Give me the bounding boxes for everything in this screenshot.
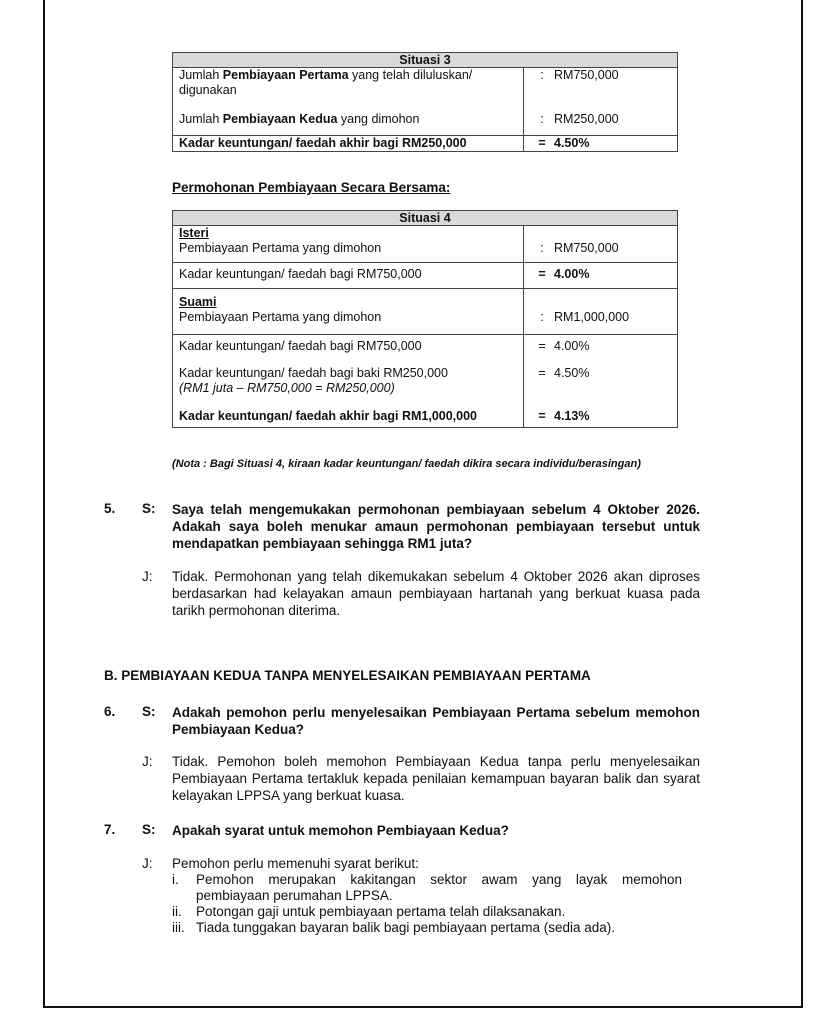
suami-row1-value: : RM1,000,000 [524, 289, 678, 335]
isteri-row2-value: = 4.00% [524, 263, 678, 289]
isteri-row1-label: Pembiayaan Pertama yang dimohon [179, 241, 382, 255]
suami-block [173, 289, 524, 335]
joint-application-heading: Permohonan Pembiayaan Secara Bersama: [172, 180, 451, 195]
isteri-row2-label: Kadar keuntungan/ faedah bagi RM750,000 [173, 263, 524, 289]
list-item: i. Pemohon merupakan kakitangan sektor awam yang layak memohon pembiayaan perumahan LPPSA. [172, 872, 682, 903]
list-item: ii. Potongan gaji untuk pembiayaan pertama telah dilaksanakan. [172, 904, 566, 919]
suami-row1-label: Pembiayaan Pertama yang dimohon [179, 310, 382, 324]
suami-row3-note: (RM1 juta – RM750,000 = RM250,000) [179, 381, 395, 395]
suami-total-value: = 4.13% [524, 409, 678, 428]
q7-j-label: J: [142, 856, 153, 871]
q6-number: 6. [104, 704, 116, 719]
q6-question: Adakah pemohon perlu menyelesaikan Pembiayaan Pertama sebelum memohon Pembiayaan Kedua? [172, 705, 700, 737]
q6-s-label: S: [142, 704, 156, 719]
q7-number: 7. [104, 822, 116, 837]
q5-number: 5. [104, 501, 116, 516]
q7-s-label: S: [142, 822, 156, 837]
suami-row2-label: Kadar keuntungan/ faedah bagi RM750,000 [173, 335, 524, 367]
situasi-3-total-value: = 4.50% [524, 136, 678, 152]
situasi-4-note: (Nota : Bagi Situasi 4, kiraan kadar keuntungan/ faedah dikira secara individu/berasingan) [172, 458, 641, 470]
situasi-4-header: Situasi 4 [173, 211, 678, 226]
isteri-block [173, 226, 524, 263]
q6-j-label: J: [142, 754, 153, 769]
suami-row3-label: Kadar keuntungan/ faedah bagi baki RM250,000 (RM1 juta – RM750,000 = RM250,000) [173, 366, 524, 409]
q6-answer: Tidak. Pemohon boleh memohon Pembiayaan Kedua tanpa perlu menyelesaikan Pembiayaan Pertama tertakluk kepada penilaian kemampuan bayaran balik dan syarat kelayakan LPPSA yang berkuat kuasa. [172, 754, 700, 803]
q5-j-label: J: [142, 569, 153, 584]
situasi-3-total-label: Kadar keuntungan/ faedah akhir bagi RM250,000 [173, 136, 524, 152]
q5-s-label: S: [142, 501, 156, 516]
situasi-3-row1-label: Jumlah Pembiayaan Pertama yang telah diluluskan/ digunakan [173, 68, 524, 99]
situasi-3-row1-value: : RM750,000 [524, 68, 678, 99]
suami-total-label: Kadar keuntungan/ faedah akhir bagi RM1,000,000 [173, 409, 524, 428]
isteri-title: Isteri [179, 226, 209, 240]
q5-question: Saya telah mengemukakan permohonan pembiayaan sebelum 4 Oktober 2026. Adakah saya boleh menukar amaun permohonan pembiayaan tersebut untuk mendapatkan pembiayaan sehingga RM1 juta? [172, 502, 700, 551]
situasi-4-table [172, 210, 678, 428]
situasi-3-header: Situasi 3 [173, 53, 678, 68]
q7-requirements-list [172, 872, 682, 936]
isteri-row1-value: : RM750,000 [524, 226, 678, 263]
situasi-3-row2-label: Jumlah Pembiayaan Kedua yang dimohon [173, 98, 524, 136]
suami-row3-value: = 4.50% [524, 366, 678, 409]
suami-row2-value: = 4.00% [524, 335, 678, 367]
situasi-3-row2-value: : RM250,000 [524, 98, 678, 136]
q7-question: Apakah syarat untuk memohon Pembiayaan Kedua? [172, 823, 509, 838]
q5-answer: Tidak. Permohonan yang telah dikemukakan sebelum 4 Oktober 2026 akan diproses berdasarkan had kelayakan amaun pembiayaan hartanah yang berkuat kuasa pada tarikh permohonan diterima. [172, 569, 700, 618]
suami-title: Suami [179, 295, 217, 309]
section-b-heading: B. PEMBIAYAAN KEDUA TANPA MENYELESAIKAN PEMBIAYAAN PERTAMA [104, 668, 591, 683]
situasi-3-table [172, 52, 678, 152]
q7-answer-intro: Pemohon perlu memenuhi syarat berikut: [172, 856, 419, 871]
list-item: iii. Tiada tunggakan bayaran balik bagi pembiayaan pertama (sedia ada). [172, 920, 616, 935]
